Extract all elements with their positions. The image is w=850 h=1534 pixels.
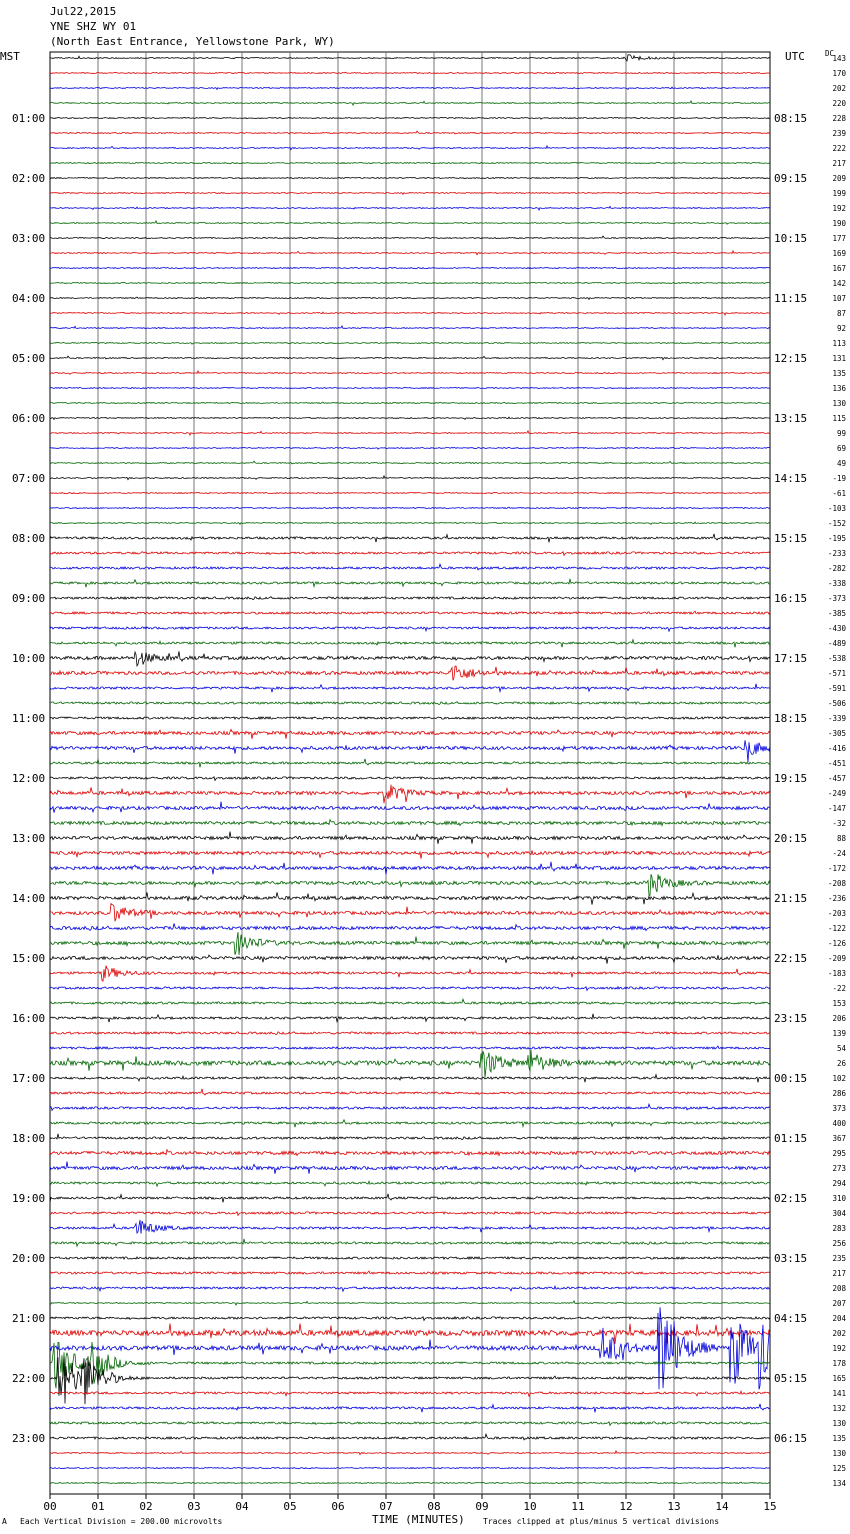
mst-hour-label: 15:00 (12, 952, 46, 965)
dc-offset-value: 400 (832, 1119, 846, 1128)
trace-row-58 (50, 904, 770, 922)
trace-row-14 (50, 251, 770, 255)
dc-offset-value: 294 (832, 1179, 846, 1188)
mst-hour-label: 21:00 (12, 1312, 46, 1325)
dc-offset-value: 209 (832, 174, 846, 183)
dc-offset-header: DC (825, 49, 835, 58)
trace-row-95 (50, 1468, 770, 1469)
dc-offset-value: 206 (832, 1014, 846, 1023)
trace-row-92 (50, 1422, 770, 1426)
trace-row-79 (50, 1220, 770, 1234)
mst-hour-label: 20:00 (12, 1252, 46, 1265)
mst-hour-label: 01:00 (12, 112, 46, 125)
x-tick-label: 07 (379, 1500, 393, 1513)
trace-row-38 (50, 611, 770, 614)
mst-hour-label: 09:00 (12, 592, 46, 605)
trace-row-70 (50, 1089, 770, 1095)
mst-hour-label: 23:00 (12, 1432, 46, 1445)
trace-row-60 (50, 932, 770, 955)
trace-row-20 (50, 343, 770, 345)
dc-offset-value: -208 (827, 879, 846, 888)
seismic-traces (50, 55, 770, 1484)
trace-row-47 (50, 740, 770, 762)
utc-hour-label: 16:15 (774, 592, 808, 605)
dc-offset-value: 202 (832, 84, 846, 93)
dc-offset-value: 204 (832, 1314, 846, 1323)
trace-row-27 (50, 448, 770, 450)
trace-row-68 (50, 1050, 770, 1078)
trace-row-67 (50, 1046, 770, 1049)
trace-row-87 (50, 1307, 770, 1389)
dc-offset-value: 367 (832, 1134, 846, 1143)
mst-hour-label: 12:00 (12, 772, 46, 785)
dc-offset-value: -385 (827, 609, 846, 618)
trace-row-40 (50, 640, 770, 648)
dc-offset-value: 177 (832, 234, 846, 243)
trace-row-73 (50, 1134, 770, 1140)
trace-row-28 (50, 461, 770, 464)
trace-row-82 (50, 1271, 770, 1274)
trace-row-84 (50, 1301, 770, 1305)
trace-row-83 (50, 1286, 770, 1291)
dc-offset-value: 135 (832, 369, 846, 378)
dc-offset-value: 178 (832, 1359, 846, 1368)
trace-row-18 (50, 312, 770, 315)
utc-hour-label: 03:15 (774, 1252, 808, 1265)
utc-hour-label: 00:15 (774, 1072, 808, 1085)
trace-row-21 (50, 356, 770, 360)
trace-row-75 (50, 1162, 770, 1174)
trace-row-37 (50, 597, 770, 600)
trace-row-64 (50, 999, 770, 1005)
trace-row-41 (50, 651, 770, 666)
utc-hour-label: 13:15 (774, 412, 808, 425)
dc-offset-value: 131 (832, 354, 846, 363)
dc-offset-value: -172 (827, 864, 846, 873)
trace-row-56 (50, 874, 770, 895)
trace-row-48 (50, 759, 770, 768)
x-tick-label: 06 (331, 1500, 345, 1513)
mst-hour-label: 16:00 (12, 1012, 46, 1025)
dc-offset-value: 217 (832, 1269, 846, 1278)
trace-row-55 (50, 862, 770, 875)
dc-offset-value: 88 (836, 834, 846, 843)
dc-offset-value: -430 (827, 624, 846, 633)
dc-offset-value: 54 (836, 1044, 846, 1053)
dc-offset-value: -233 (827, 549, 846, 558)
trace-row-74 (50, 1150, 770, 1156)
dc-offset-value: 192 (832, 204, 846, 213)
dc-offset-value: 273 (832, 1164, 846, 1173)
dc-offset-value: 130 (832, 1449, 846, 1458)
x-tick-label: 14 (715, 1500, 729, 1513)
trace-row-19 (50, 326, 770, 329)
dc-offset-value: 125 (832, 1464, 846, 1473)
trace-row-46 (50, 729, 770, 738)
mst-hour-label: 03:00 (12, 232, 46, 245)
utc-hour-label: 20:15 (774, 832, 808, 845)
dc-offset-value: 143 (832, 54, 846, 63)
trace-row-96 (50, 1482, 770, 1483)
trace-row-65 (50, 1014, 770, 1022)
dc-offset-value: 69 (836, 444, 846, 453)
utc-hour-label: 17:15 (774, 652, 808, 665)
dc-offset-value: 102 (832, 1074, 846, 1083)
trace-row-17 (50, 297, 770, 299)
dc-offset-value: 141 (832, 1389, 846, 1398)
dc-offset-value: 283 (832, 1224, 846, 1233)
dc-offset-value: -373 (827, 594, 846, 603)
dc-offset-value: -24 (832, 849, 846, 858)
trace-row-7 (50, 146, 770, 150)
dc-offset-value: -61 (832, 489, 846, 498)
dc-offset-value: 295 (832, 1149, 846, 1158)
trace-row-33 (50, 534, 770, 543)
mst-hour-label: 06:00 (12, 412, 46, 425)
dc-offset-value: 135 (832, 1434, 846, 1443)
mst-hour-label: 14:00 (12, 892, 46, 905)
x-axis-label: TIME (MINUTES) (372, 1513, 465, 1526)
trace-row-39 (50, 627, 770, 631)
trace-row-77 (50, 1194, 770, 1203)
dc-offset-value: 142 (832, 279, 846, 288)
utc-hour-label: 21:15 (774, 892, 808, 905)
dc-offset-value: 139 (832, 1029, 846, 1038)
mst-hour-label: 10:00 (12, 652, 46, 665)
trace-row-13 (50, 236, 770, 239)
utc-hour-label: 11:15 (774, 292, 808, 305)
dc-offset-value: 256 (832, 1239, 846, 1248)
x-tick-label: 05 (283, 1500, 297, 1513)
x-axis (43, 1494, 776, 1513)
dc-offset-value: -203 (827, 909, 846, 918)
trace-row-71 (50, 1104, 770, 1110)
dc-offset-value: 199 (832, 189, 846, 198)
dc-offset-value: 165 (832, 1374, 846, 1383)
dc-offset-value: 207 (832, 1299, 846, 1308)
dc-offset-value: 222 (832, 144, 846, 153)
trace-row-24 (50, 402, 770, 403)
trace-row-49 (50, 777, 770, 781)
trace-row-35 (50, 564, 770, 570)
dc-offset-value: 310 (832, 1194, 846, 1203)
trace-row-53 (50, 832, 770, 844)
dc-offset-value: -209 (827, 954, 846, 963)
dc-offset-value: 190 (832, 219, 846, 228)
utc-hour-label: 15:15 (774, 532, 808, 545)
trace-row-4 (50, 101, 770, 105)
trace-row-25 (50, 417, 770, 419)
dc-offset-value: 286 (832, 1089, 846, 1098)
mst-hour-label: 02:00 (12, 172, 46, 185)
trace-row-34 (50, 552, 770, 556)
trace-row-94 (50, 1451, 770, 1455)
trace-row-30 (50, 493, 770, 494)
dc-offset-value: 115 (832, 414, 846, 423)
trace-row-45 (50, 717, 770, 719)
trace-row-81 (50, 1257, 770, 1259)
dc-offset-value: 49 (836, 459, 846, 468)
mst-hour-label: 19:00 (12, 1192, 46, 1205)
trace-row-72 (50, 1120, 770, 1127)
trace-row-76 (50, 1181, 770, 1186)
dc-offset-value: 304 (832, 1209, 846, 1218)
dc-offset-value: 192 (832, 1344, 846, 1353)
trace-row-61 (50, 955, 770, 964)
dc-offset-value: -236 (827, 894, 846, 903)
dc-offset-value: 87 (836, 309, 846, 318)
dc-offset-value: 136 (832, 384, 846, 393)
dc-offset-value: -32 (832, 819, 846, 828)
trace-row-29 (50, 476, 770, 480)
trace-row-44 (50, 702, 770, 705)
trace-row-43 (50, 684, 770, 692)
dc-offset-value: 99 (836, 429, 846, 438)
left-timezone-label: MST (0, 50, 20, 63)
dc-offset-value: -457 (827, 774, 846, 783)
trace-row-23 (50, 388, 770, 389)
trace-row-12 (50, 221, 770, 224)
trace-row-66 (50, 1032, 770, 1035)
dc-offset-value: -152 (827, 519, 846, 528)
mst-hour-label: 05:00 (12, 352, 46, 365)
trace-row-9 (50, 177, 770, 178)
mst-hour-label: 18:00 (12, 1132, 46, 1145)
utc-hour-label: 12:15 (774, 352, 808, 365)
dc-offset-value: -282 (827, 564, 846, 573)
utc-hour-label: 22:15 (774, 952, 808, 965)
dc-offset-value: 373 (832, 1104, 846, 1113)
dc-offset-value: 167 (832, 264, 846, 273)
dc-offset-value: 130 (832, 399, 846, 408)
trace-row-16 (50, 283, 770, 284)
dc-offset-value: -195 (827, 534, 846, 543)
x-tick-label: 09 (475, 1500, 489, 1513)
utc-hour-label: 06:15 (774, 1432, 808, 1445)
trace-row-63 (50, 987, 770, 991)
dc-offset-value: 228 (832, 114, 846, 123)
dc-offset-value: 208 (832, 1284, 846, 1293)
dc-offset-value: -338 (827, 579, 846, 588)
trace-row-52 (50, 820, 770, 826)
x-tick-label: 04 (235, 1500, 249, 1513)
clip-note: Traces clipped at plus/minus 5 vertical divisions (483, 1517, 720, 1526)
x-tick-label: 08 (427, 1500, 441, 1513)
trace-row-93 (50, 1434, 770, 1440)
trace-row-51 (50, 802, 770, 813)
trace-row-59 (50, 923, 770, 930)
trace-row-69 (50, 1075, 770, 1083)
x-tick-label: 01 (91, 1500, 105, 1513)
trace-row-3 (50, 87, 770, 89)
dc-offset-value: -571 (827, 669, 846, 678)
chart-header (50, 5, 335, 48)
dc-offset-value: 170 (832, 69, 846, 78)
dc-offset-value: -147 (827, 804, 846, 813)
footer-mark: A (2, 1517, 7, 1526)
mst-hour-label: 13:00 (12, 832, 46, 845)
mst-hour-label: 04:00 (12, 292, 46, 305)
utc-hour-label: 09:15 (774, 172, 808, 185)
mst-hour-label: 22:00 (12, 1372, 46, 1385)
scale-note: Each Vertical Division = 200.00 microvolts (20, 1517, 223, 1526)
trace-row-8 (50, 163, 770, 164)
trace-row-78 (50, 1212, 770, 1216)
dc-offset-value: 220 (832, 99, 846, 108)
trace-row-1 (50, 55, 770, 61)
dc-offset-value: 235 (832, 1254, 846, 1263)
station-id: YNE SHZ WY 01 (50, 20, 137, 33)
x-tick-label: 00 (43, 1500, 57, 1513)
trace-row-62 (50, 966, 770, 982)
mst-hour-label: 11:00 (12, 712, 46, 725)
dc-offset-value: -591 (827, 684, 846, 693)
trace-row-90 (50, 1391, 770, 1396)
trace-row-11 (50, 206, 770, 210)
dc-offset-value: -538 (827, 654, 846, 663)
x-tick-label: 12 (619, 1500, 633, 1513)
dc-offset-value: 130 (832, 1419, 846, 1428)
dc-offset-value: -183 (827, 969, 846, 978)
trace-row-6 (50, 131, 770, 134)
utc-hour-label: 19:15 (774, 772, 808, 785)
trace-row-26 (50, 431, 770, 435)
dc-offset-value: -489 (827, 639, 846, 648)
dc-offset-value: -305 (827, 729, 846, 738)
dc-offset-value: -339 (827, 714, 846, 723)
dc-offset-value: -122 (827, 924, 846, 933)
x-tick-label: 13 (667, 1500, 681, 1513)
utc-hour-label: 14:15 (774, 472, 808, 485)
utc-hour-label: 02:15 (774, 1192, 808, 1205)
utc-hour-label: 08:15 (774, 112, 808, 125)
x-tick-label: 15 (763, 1500, 777, 1513)
dc-offset-value: -19 (832, 474, 846, 483)
dc-offset-value: -416 (827, 744, 846, 753)
dc-offset-value: 26 (836, 1059, 846, 1068)
x-tick-label: 11 (571, 1500, 585, 1513)
trace-row-5 (50, 118, 770, 120)
trace-row-91 (50, 1404, 770, 1413)
trace-row-15 (50, 268, 770, 269)
dc-offset-value: -249 (827, 789, 846, 798)
trace-row-50 (50, 785, 770, 804)
utc-hour-label: 23:15 (774, 1012, 808, 1025)
station-location: (North East Entrance, Yellowstone Park, WY) (50, 35, 335, 48)
trace-row-22 (50, 371, 770, 374)
right-timezone-label: UTC (785, 50, 805, 63)
dc-offset-value: -103 (827, 504, 846, 513)
dc-offset-value: -506 (827, 699, 846, 708)
mst-hour-label: 07:00 (12, 472, 46, 485)
utc-hour-label: 01:15 (774, 1132, 808, 1145)
utc-hour-label: 05:15 (774, 1372, 808, 1385)
trace-row-57 (50, 892, 770, 904)
dc-offset-value: 217 (832, 159, 846, 168)
dc-offset-value: 169 (832, 249, 846, 258)
mst-hour-label: 08:00 (12, 532, 46, 545)
trace-row-36 (50, 579, 770, 587)
dc-offset-value: 107 (832, 294, 846, 303)
x-tick-label: 10 (523, 1500, 537, 1513)
trace-row-31 (50, 507, 770, 508)
trace-row-85 (50, 1317, 770, 1321)
utc-hour-label: 10:15 (774, 232, 808, 245)
dc-offset-value: -22 (832, 984, 846, 993)
mst-hour-label: 17:00 (12, 1072, 46, 1085)
x-tick-label: 02 (139, 1500, 153, 1513)
dc-offset-value: 239 (832, 129, 846, 138)
dc-offset-value: 134 (832, 1479, 846, 1488)
dc-offset-value: 202 (832, 1329, 846, 1338)
trace-row-32 (50, 522, 770, 524)
dc-offset-value: 153 (832, 999, 846, 1008)
trace-row-2 (50, 72, 770, 73)
trace-row-42 (50, 666, 770, 680)
trace-row-54 (50, 850, 770, 858)
trace-row-80 (50, 1239, 770, 1246)
dc-offset-value: -126 (827, 939, 846, 948)
record-date: Jul22,2015 (50, 5, 117, 18)
dc-offset-value: 92 (836, 324, 846, 333)
x-tick-label: 03 (187, 1500, 201, 1513)
utc-hour-label: 04:15 (774, 1312, 808, 1325)
trace-row-10 (50, 193, 770, 195)
dc-offset-value: 113 (832, 339, 846, 348)
utc-hour-label: 18:15 (774, 712, 808, 725)
dc-offset-value: 132 (832, 1404, 846, 1413)
dc-offset-value: -451 (827, 759, 846, 768)
